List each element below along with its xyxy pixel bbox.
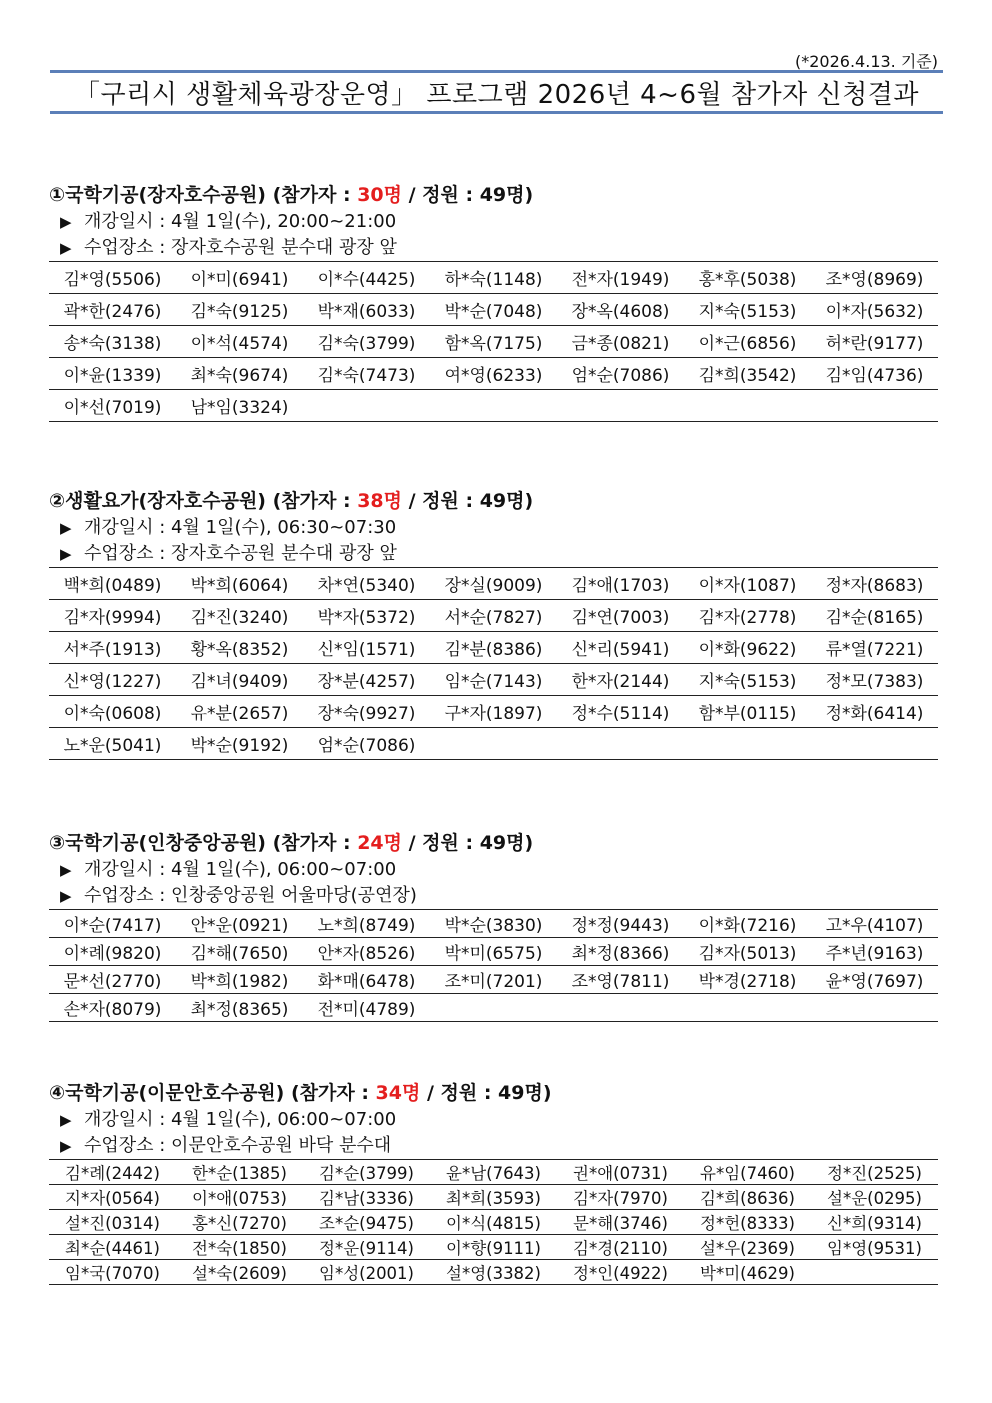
participant-cell: 이*애(0753)	[176, 1185, 303, 1210]
section-heading: ③국학기공(인창중앙공원) (참가자 : 24명 / 정원 : 49명)	[49, 832, 534, 854]
participant-cell: 임*순(7143)	[430, 664, 557, 696]
participant-cell: 임*영(9531)	[811, 1235, 938, 1260]
table-row	[49, 294, 938, 326]
participant-cell: 고*우(4107)	[811, 910, 938, 938]
table-row	[49, 632, 938, 664]
participant-cell: 설*진(0314)	[49, 1210, 176, 1235]
participant-cell: 정*인(4922)	[557, 1260, 684, 1285]
participant-cell: 박*순(3830)	[430, 910, 557, 938]
participant-cell	[557, 390, 684, 422]
participant-cell	[684, 390, 811, 422]
participant-table	[49, 909, 938, 1022]
participant-cell: 윤*남(7643)	[430, 1160, 557, 1185]
participant-cell: 여*영(6233)	[430, 358, 557, 390]
participant-cell: 최*정(8365)	[176, 994, 303, 1022]
table-row	[49, 664, 938, 696]
participant-cell: 박*순(9192)	[176, 728, 303, 760]
section-heading: ①국학기공(장자호수공원) (참가자 : 30명 / 정원 : 49명)	[49, 184, 534, 206]
participant-cell: 엄*순(7086)	[557, 358, 684, 390]
participant-cell: 지*숙(5153)	[684, 664, 811, 696]
table-row	[49, 1235, 938, 1260]
participant-cell	[811, 994, 938, 1022]
participant-cell: 한*순(1385)	[176, 1160, 303, 1185]
participant-cell	[684, 994, 811, 1022]
participant-cell: 권*애(0731)	[557, 1160, 684, 1185]
participant-cell: 이*향(9111)	[430, 1235, 557, 1260]
participant-cell: 정*수(5114)	[557, 696, 684, 728]
participant-cell: 설*영(3382)	[430, 1260, 557, 1285]
participant-cell: 김*분(8386)	[430, 632, 557, 664]
participant-cell: 한*자(2144)	[557, 664, 684, 696]
participant-cell: 조*미(7201)	[430, 966, 557, 994]
participant-cell: 지*자(0564)	[49, 1185, 176, 1210]
triangle-bullet-icon: ▶	[60, 887, 72, 905]
triangle-bullet-icon: ▶	[60, 239, 72, 257]
table-row	[49, 1185, 938, 1210]
participant-cell: 이*순(7417)	[49, 910, 176, 938]
participant-cell: 지*숙(5153)	[684, 294, 811, 326]
reference-date-note: (*2026.4.13. 기준)	[795, 52, 938, 71]
participant-cell: 함*옥(7175)	[430, 326, 557, 358]
participant-cell: 허*란(9177)	[811, 326, 938, 358]
participant-cell: 박*경(2718)	[684, 966, 811, 994]
table-row	[49, 966, 938, 994]
class-schedule: ▶ 개강일시 : 4월 1일(수), 06:00~07:00	[49, 857, 938, 883]
participant-cell: 류*열(7221)	[811, 632, 938, 664]
participant-cell: 조*영(8969)	[811, 262, 938, 294]
participant-cell: 조*영(7811)	[557, 966, 684, 994]
participant-cell: 김*순(3799)	[303, 1160, 430, 1185]
participant-cell: 이*수(4425)	[303, 262, 430, 294]
participant-cell	[811, 1260, 938, 1285]
participant-cell: 곽*한(2476)	[49, 294, 176, 326]
participant-cell: 장*숙(9927)	[303, 696, 430, 728]
participant-cell: 박*순(7048)	[430, 294, 557, 326]
participant-cell: 서*순(7827)	[430, 600, 557, 632]
triangle-bullet-icon: ▶	[60, 1137, 72, 1155]
participant-cell: 박*재(6033)	[303, 294, 430, 326]
participant-cell: 박*자(5372)	[303, 600, 430, 632]
participant-cell: 서*주(1913)	[49, 632, 176, 664]
participant-cell: 화*매(6478)	[303, 966, 430, 994]
table-row	[49, 696, 938, 728]
participant-cell	[557, 994, 684, 1022]
participant-cell: 김*순(8165)	[811, 600, 938, 632]
participant-cell: 정*진(2525)	[811, 1160, 938, 1185]
participant-cell	[557, 728, 684, 760]
participant-cell: 정*운(9114)	[303, 1235, 430, 1260]
participant-cell: 김*자(7970)	[557, 1185, 684, 1210]
participant-cell: 전*숙(1850)	[176, 1235, 303, 1260]
class-location: ▶ 수업장소 : 장자호수공원 분수대 광장 앞	[49, 235, 938, 261]
participant-cell: 신*희(9314)	[811, 1210, 938, 1235]
participant-cell: 홍*신(7270)	[176, 1210, 303, 1235]
participant-cell: 손*자(8079)	[49, 994, 176, 1022]
participant-cell: 장*분(4257)	[303, 664, 430, 696]
participant-cell: 금*종(0821)	[557, 326, 684, 358]
program-section-2	[49, 487, 938, 760]
table-row	[49, 1210, 938, 1235]
triangle-bullet-icon: ▶	[60, 1111, 72, 1129]
participant-cell: 이*석(4574)	[176, 326, 303, 358]
participant-cell: 유*임(7460)	[684, 1160, 811, 1185]
participant-cell: 김*애(1703)	[557, 568, 684, 600]
participant-cell: 최*희(3593)	[430, 1185, 557, 1210]
participant-cell: 백*희(0489)	[49, 568, 176, 600]
participant-cell: 황*옥(8352)	[176, 632, 303, 664]
participant-cell: 김*진(3240)	[176, 600, 303, 632]
class-schedule: ▶ 개강일시 : 4월 1일(수), 20:00~21:00	[49, 209, 938, 235]
program-section-1	[49, 181, 938, 422]
participant-cell: 정*화(6414)	[811, 696, 938, 728]
participant-cell: 박*미(6575)	[430, 938, 557, 966]
participant-cell	[684, 728, 811, 760]
participant-cell: 김*숙(9125)	[176, 294, 303, 326]
participant-cell: 송*숙(3138)	[49, 326, 176, 358]
participant-cell: 설*운(0295)	[811, 1185, 938, 1210]
participant-cell: 정*자(8683)	[811, 568, 938, 600]
participant-cell: 정*헌(8333)	[684, 1210, 811, 1235]
participant-cell: 설*숙(2609)	[176, 1260, 303, 1285]
table-row	[49, 910, 938, 938]
program-section-4	[49, 1079, 938, 1285]
participant-cell: 조*순(9475)	[303, 1210, 430, 1235]
participant-cell: 차*연(5340)	[303, 568, 430, 600]
participant-cell: 안*운(0921)	[176, 910, 303, 938]
participant-cell: 안*자(8526)	[303, 938, 430, 966]
participant-cell: 이*자(1087)	[684, 568, 811, 600]
participant-cell: 유*분(2657)	[176, 696, 303, 728]
participant-cell: 김*경(2110)	[557, 1235, 684, 1260]
participant-cell: 김*연(7003)	[557, 600, 684, 632]
participant-cell: 임*성(2001)	[303, 1260, 430, 1285]
participant-cell: 이*근(6856)	[684, 326, 811, 358]
participant-cell	[811, 728, 938, 760]
participant-cell: 장*실(9009)	[430, 568, 557, 600]
participant-cell: 김*남(3336)	[303, 1185, 430, 1210]
participant-cell: 신*영(1227)	[49, 664, 176, 696]
participant-cell: 박*희(6064)	[176, 568, 303, 600]
participant-cell: 최*순(4461)	[49, 1235, 176, 1260]
participant-cell: 홍*후(5038)	[684, 262, 811, 294]
participant-cell: 임*국(7070)	[49, 1260, 176, 1285]
triangle-bullet-icon: ▶	[60, 519, 72, 537]
participant-cell: 이*례(9820)	[49, 938, 176, 966]
participant-cell: 이*숙(0608)	[49, 696, 176, 728]
participant-cell	[430, 390, 557, 422]
table-row	[49, 600, 938, 632]
participant-cell	[430, 728, 557, 760]
participant-cell: 이*선(7019)	[49, 390, 176, 422]
class-schedule: ▶ 개강일시 : 4월 1일(수), 06:00~07:00	[49, 1107, 938, 1133]
participant-cell: 김*숙(3799)	[303, 326, 430, 358]
table-row	[49, 326, 938, 358]
participant-cell: 전*자(1949)	[557, 262, 684, 294]
participant-count: 38명	[357, 490, 402, 512]
section-heading: ②생활요가(장자호수공원) (참가자 : 38명 / 정원 : 49명)	[49, 490, 534, 512]
participant-cell: 김*해(7650)	[176, 938, 303, 966]
participant-cell: 최*숙(9674)	[176, 358, 303, 390]
participant-cell: 김*숙(7473)	[303, 358, 430, 390]
participant-cell: 이*식(4815)	[430, 1210, 557, 1235]
participant-cell: 김*자(9994)	[49, 600, 176, 632]
table-row	[49, 728, 938, 760]
table-row	[49, 358, 938, 390]
class-location: ▶ 수업장소 : 장자호수공원 분수대 광장 앞	[49, 541, 938, 567]
participant-cell: 이*화(7216)	[684, 910, 811, 938]
document-title-banner	[50, 70, 943, 114]
participant-cell: 윤*영(7697)	[811, 966, 938, 994]
section-heading: ④국학기공(이문안호수공원) (참가자 : 34명 / 정원 : 49명)	[49, 1082, 552, 1104]
class-location: ▶ 수업장소 : 인창중앙공원 어울마당(공연장)	[49, 883, 938, 909]
participant-cell: 박*희(1982)	[176, 966, 303, 994]
participant-count: 34명	[375, 1082, 421, 1104]
participant-cell: 김*자(5013)	[684, 938, 811, 966]
table-row	[49, 938, 938, 966]
participant-count: 24명	[357, 832, 402, 854]
document-title: 「구리시 생활체육광장운영」 프로그램 2026년 4~6월 참가자 신청결과	[74, 79, 919, 110]
participant-cell: 문*해(3746)	[557, 1210, 684, 1235]
participant-cell: 김*녀(9409)	[176, 664, 303, 696]
participant-cell	[303, 390, 430, 422]
participant-cell: 노*희(8749)	[303, 910, 430, 938]
participant-cell: 전*미(4789)	[303, 994, 430, 1022]
participant-cell	[430, 994, 557, 1022]
participant-cell: 남*임(3324)	[176, 390, 303, 422]
table-row	[49, 994, 938, 1022]
participant-cell: 이*미(6941)	[176, 262, 303, 294]
participant-cell: 김*희(8636)	[684, 1185, 811, 1210]
table-row	[49, 262, 938, 294]
participant-cell: 김*임(4736)	[811, 358, 938, 390]
participant-count: 30명	[357, 184, 402, 206]
participant-cell: 김*자(2778)	[684, 600, 811, 632]
participant-table	[49, 261, 938, 422]
participant-cell: 신*임(1571)	[303, 632, 430, 664]
triangle-bullet-icon: ▶	[60, 861, 72, 879]
participant-cell: 설*우(2369)	[684, 1235, 811, 1260]
participant-cell: 김*례(2442)	[49, 1160, 176, 1185]
participant-cell: 정*정(9443)	[557, 910, 684, 938]
participant-cell: 최*정(8366)	[557, 938, 684, 966]
participant-cell: 박*미(4629)	[684, 1260, 811, 1285]
participant-cell: 구*자(1897)	[430, 696, 557, 728]
participant-table	[49, 567, 938, 760]
participant-cell: 하*숙(1148)	[430, 262, 557, 294]
triangle-bullet-icon: ▶	[60, 213, 72, 231]
participant-cell	[811, 390, 938, 422]
table-row	[49, 1160, 938, 1185]
class-location: ▶ 수업장소 : 이문안호수공원 바닥 분수대	[49, 1133, 938, 1159]
participant-cell: 정*모(7383)	[811, 664, 938, 696]
participant-cell: 김*희(3542)	[684, 358, 811, 390]
participant-cell: 장*옥(4608)	[557, 294, 684, 326]
triangle-bullet-icon: ▶	[60, 545, 72, 563]
participant-cell: 김*영(5506)	[49, 262, 176, 294]
table-row	[49, 1260, 938, 1285]
participant-cell: 문*선(2770)	[49, 966, 176, 994]
participant-cell: 신*리(5941)	[557, 632, 684, 664]
participant-cell: 주*년(9163)	[811, 938, 938, 966]
table-row	[49, 568, 938, 600]
participant-cell: 이*자(5632)	[811, 294, 938, 326]
participant-cell: 이*윤(1339)	[49, 358, 176, 390]
participant-cell: 함*부(0115)	[684, 696, 811, 728]
participant-cell: 이*화(9622)	[684, 632, 811, 664]
class-schedule: ▶ 개강일시 : 4월 1일(수), 06:30~07:30	[49, 515, 938, 541]
participant-cell: 노*운(5041)	[49, 728, 176, 760]
participant-cell: 엄*순(7086)	[303, 728, 430, 760]
participant-table	[49, 1159, 938, 1285]
program-section-3	[49, 829, 938, 1022]
table-row	[49, 390, 938, 422]
